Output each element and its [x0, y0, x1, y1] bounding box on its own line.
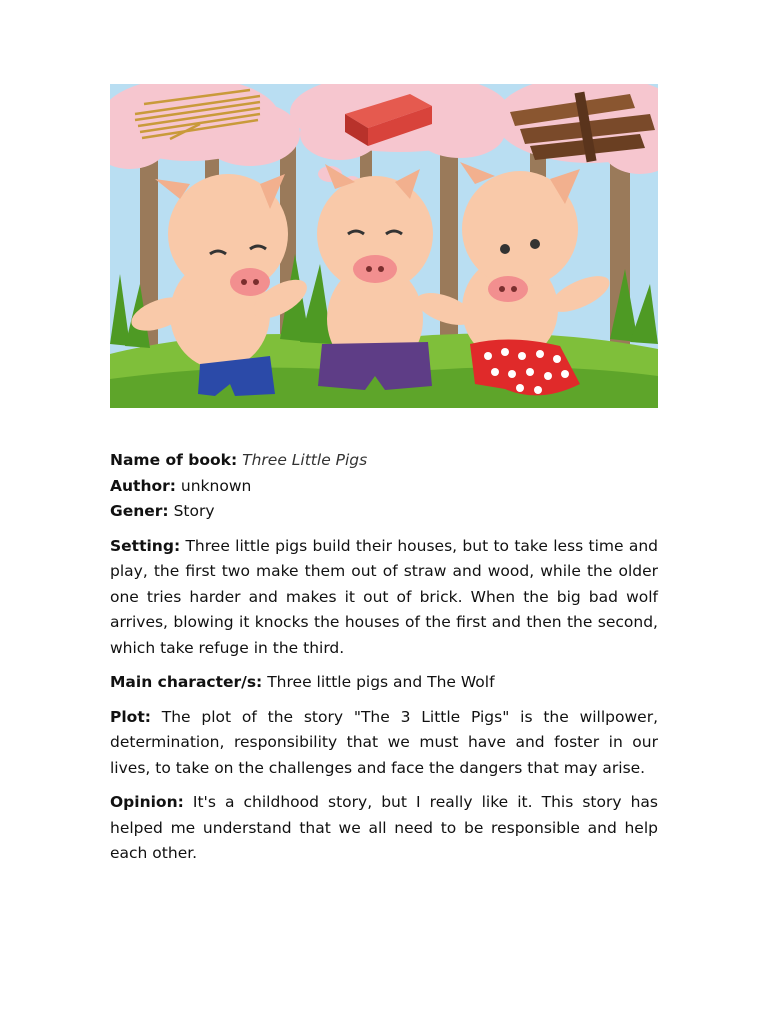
setting-value: Three little pigs build their houses, but to take less time and play, the first two make them out of straw and wood, while the older one tries harder and makes it out of brick. When the big bad wolf arrives, blowing it knocks the houses of the first and then the second, which take refuge in the third. [110, 536, 658, 657]
author-line [110, 474, 658, 500]
genre-line [110, 499, 658, 525]
book-name-line [110, 448, 658, 474]
setting-label: Setting: [110, 536, 181, 555]
plot-value: The plot of the story "The 3 Little Pigs" is the willpower, determination, responsibility that we must have and foster in our lives, to take on the challenges and face the dangers that may arise. [110, 707, 659, 777]
plot-label: Plot: [110, 707, 151, 726]
book-name-value: Three Little Pigs [242, 451, 368, 469]
three-little-pigs-illustration [110, 84, 658, 408]
opinion-value: It's a childhood story, but I really like it. This story has helped me understand that we all need to be responsible and help each other. [110, 793, 658, 862]
plot-paragraph [110, 705, 658, 782]
author-label: Author: [110, 476, 176, 495]
characters-value: Three little pigs and The Wolf [267, 673, 495, 691]
characters-label: Main character/s: [110, 673, 263, 691]
genre-label: Gener: [110, 502, 169, 520]
book-report [110, 448, 658, 876]
author-value: unknown [180, 476, 252, 495]
characters-line [110, 670, 658, 696]
book-name-label: Name of book: [110, 451, 238, 469]
genre-value: Story [173, 502, 215, 520]
opinion-label: Opinion: [110, 793, 184, 811]
opinion-paragraph [110, 790, 658, 867]
setting-paragraph [110, 534, 658, 662]
